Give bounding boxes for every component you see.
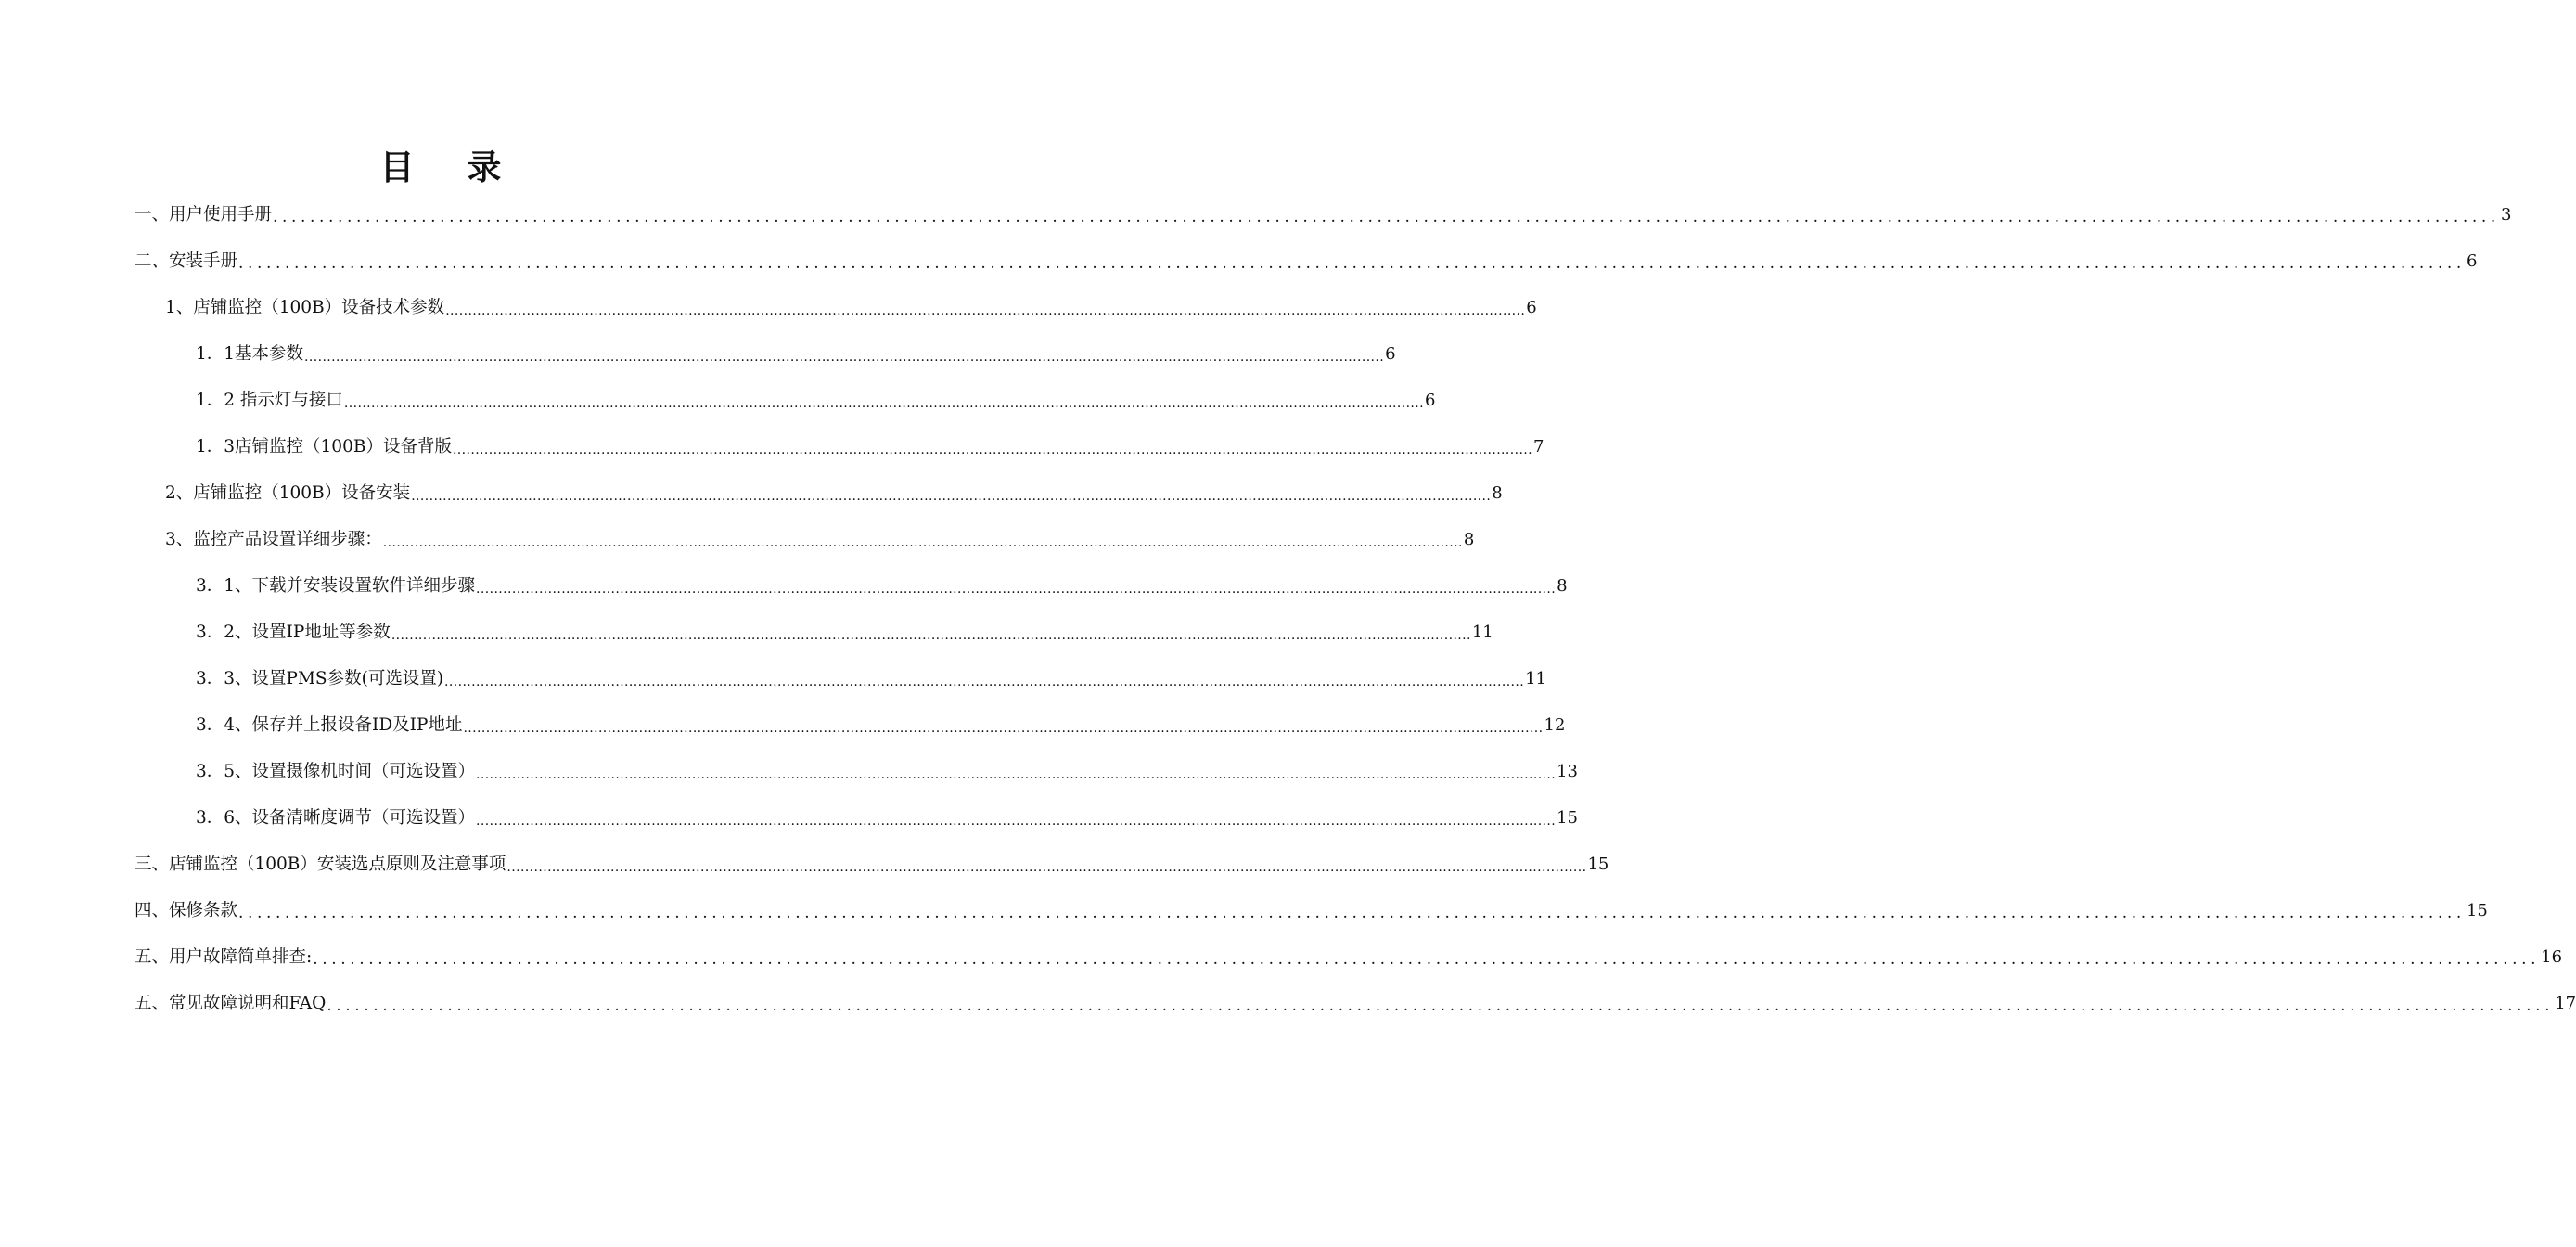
toc-entry[interactable] bbox=[135, 238, 2478, 285]
toc-page-number: 15 bbox=[1587, 855, 1609, 874]
toc-page-number: 6 bbox=[2466, 251, 2478, 271]
toc-dot-leader: ................................................................................................................................................................................................................................................ bbox=[343, 396, 1424, 411]
toc-dot-leader: ................................................................................................................................................................................................................................................ bbox=[238, 904, 2466, 922]
toc-dot-leader: ................................................................................................................................................................................................................................................ bbox=[391, 628, 1471, 643]
toc-entry[interactable] bbox=[135, 517, 1475, 563]
toc-page-number: 12 bbox=[1544, 715, 1566, 735]
toc-entry[interactable] bbox=[135, 656, 1546, 702]
toc-title: 目 录 bbox=[379, 147, 522, 187]
toc-entry-label: 二、安装手册 bbox=[135, 251, 238, 271]
toc-entry-label: 一、用户使用手册 bbox=[135, 205, 273, 225]
toc-page-number: 8 bbox=[1463, 530, 1475, 549]
toc-dot-leader: ................................................................................................................................................................................................................................................ bbox=[476, 814, 1557, 829]
toc-entry[interactable] bbox=[135, 934, 2563, 981]
toc-dot-leader: ................................................................................................................................................................................................................................................ bbox=[411, 489, 1492, 504]
toc-entry[interactable] bbox=[135, 470, 1503, 517]
toc-entry[interactable] bbox=[135, 842, 1609, 888]
toc-list bbox=[135, 192, 2576, 1027]
toc-entry-label: 3．5、设置摄像机时间（可选设置） bbox=[196, 762, 476, 781]
toc-page-number: 8 bbox=[1557, 576, 1568, 596]
toc-page-number: 7 bbox=[1533, 437, 1544, 456]
toc-page-number: 8 bbox=[1492, 483, 1503, 503]
toc-entry-label: 三、店铺监控（100B）安装选点原则及注意事项 bbox=[135, 855, 506, 874]
toc-entry-label: 五、常见故障说明和FAQ bbox=[135, 994, 327, 1013]
toc-entry-label: 1．1基本参数 bbox=[196, 344, 304, 364]
toc-entry[interactable] bbox=[135, 563, 1568, 610]
toc-dot-leader: ................................................................................................................................................................................................................................................ bbox=[452, 443, 1532, 457]
toc-entry-label: 3、监控产品设置详细步骤： bbox=[165, 530, 382, 549]
toc-page-number: 13 bbox=[1557, 762, 1578, 781]
toc-entry-label: 五、用户故障简单排查: bbox=[135, 947, 313, 967]
toc-entry[interactable] bbox=[135, 610, 1493, 656]
toc-page-number: 6 bbox=[1385, 344, 1396, 364]
toc-dot-leader: ................................................................................................................................................................................................................................................ bbox=[476, 582, 1557, 597]
toc-page-number: 15 bbox=[1557, 808, 1578, 828]
toc-entry[interactable] bbox=[135, 285, 1537, 331]
toc-page-number: 17 bbox=[2555, 994, 2576, 1013]
toc-entry-label: 2、店铺监控（100B）设备安装 bbox=[165, 483, 411, 503]
toc-page-number: 16 bbox=[2541, 947, 2563, 967]
toc-dot-leader: ................................................................................................................................................................................................................................................ bbox=[327, 996, 2555, 1015]
toc-entry[interactable] bbox=[135, 749, 1578, 795]
toc-entry-label: 3．3、设置PMS参数(可选设置) bbox=[196, 669, 444, 688]
toc-entry-label: 1．2 指示灯与接口 bbox=[196, 391, 343, 410]
toc-dot-leader: ................................................................................................................................................................................................................................................ bbox=[445, 303, 1526, 318]
toc-page-number: 6 bbox=[1424, 391, 1436, 410]
toc-dot-leader: ................................................................................................................................................................................................................................................ bbox=[273, 208, 2500, 226]
toc-entry[interactable] bbox=[135, 981, 2576, 1027]
toc-page-number: 11 bbox=[1471, 623, 1493, 642]
toc-entry[interactable] bbox=[135, 795, 1578, 842]
toc-entry[interactable] bbox=[135, 192, 2512, 238]
toc-entry-label: 3．4、保存并上报设备ID及IP地址 bbox=[196, 715, 463, 735]
toc-entry-label: 3．1、下载并安装设置软件详细步骤 bbox=[196, 576, 476, 596]
toc-dot-leader: ................................................................................................................................................................................................................................................ bbox=[382, 535, 1463, 550]
toc-entry-label: 1．3店铺监控（100B）设备背版 bbox=[196, 437, 452, 456]
toc-entry[interactable] bbox=[135, 378, 1436, 424]
toc-dot-leader: ................................................................................................................................................................................................................................................ bbox=[313, 950, 2541, 969]
toc-entry[interactable] bbox=[135, 424, 1544, 470]
toc-page-number: 11 bbox=[1525, 669, 1546, 688]
toc-entry-label: 四、保修条款 bbox=[135, 901, 238, 920]
toc-dot-leader: ................................................................................................................................................................................................................................................ bbox=[238, 254, 2466, 273]
toc-dot-leader: ................................................................................................................................................................................................................................................ bbox=[463, 721, 1544, 736]
toc-entry[interactable] bbox=[135, 702, 1566, 749]
toc-entry[interactable] bbox=[135, 888, 2488, 934]
toc-entry-label: 3．6、设备清晰度调节（可选设置） bbox=[196, 808, 476, 828]
toc-dot-leader: ................................................................................................................................................................................................................................................ bbox=[476, 767, 1557, 782]
toc-page-number: 15 bbox=[2466, 901, 2488, 920]
toc-page-number: 3 bbox=[2500, 205, 2512, 225]
toc-page-number: 6 bbox=[1526, 298, 1537, 317]
toc-dot-leader: ................................................................................................................................................................................................................................................ bbox=[304, 350, 1385, 365]
toc-entry-label: 1、店铺监控（100B）设备技术参数 bbox=[165, 298, 445, 317]
toc-dot-leader: ................................................................................................................................................................................................................................................ bbox=[444, 675, 1525, 689]
toc-dot-leader: ................................................................................................................................................................................................................................................ bbox=[506, 860, 1587, 875]
toc-entry[interactable] bbox=[135, 331, 1396, 378]
toc-entry-label: 3．2、设置IP地址等参数 bbox=[196, 623, 391, 642]
